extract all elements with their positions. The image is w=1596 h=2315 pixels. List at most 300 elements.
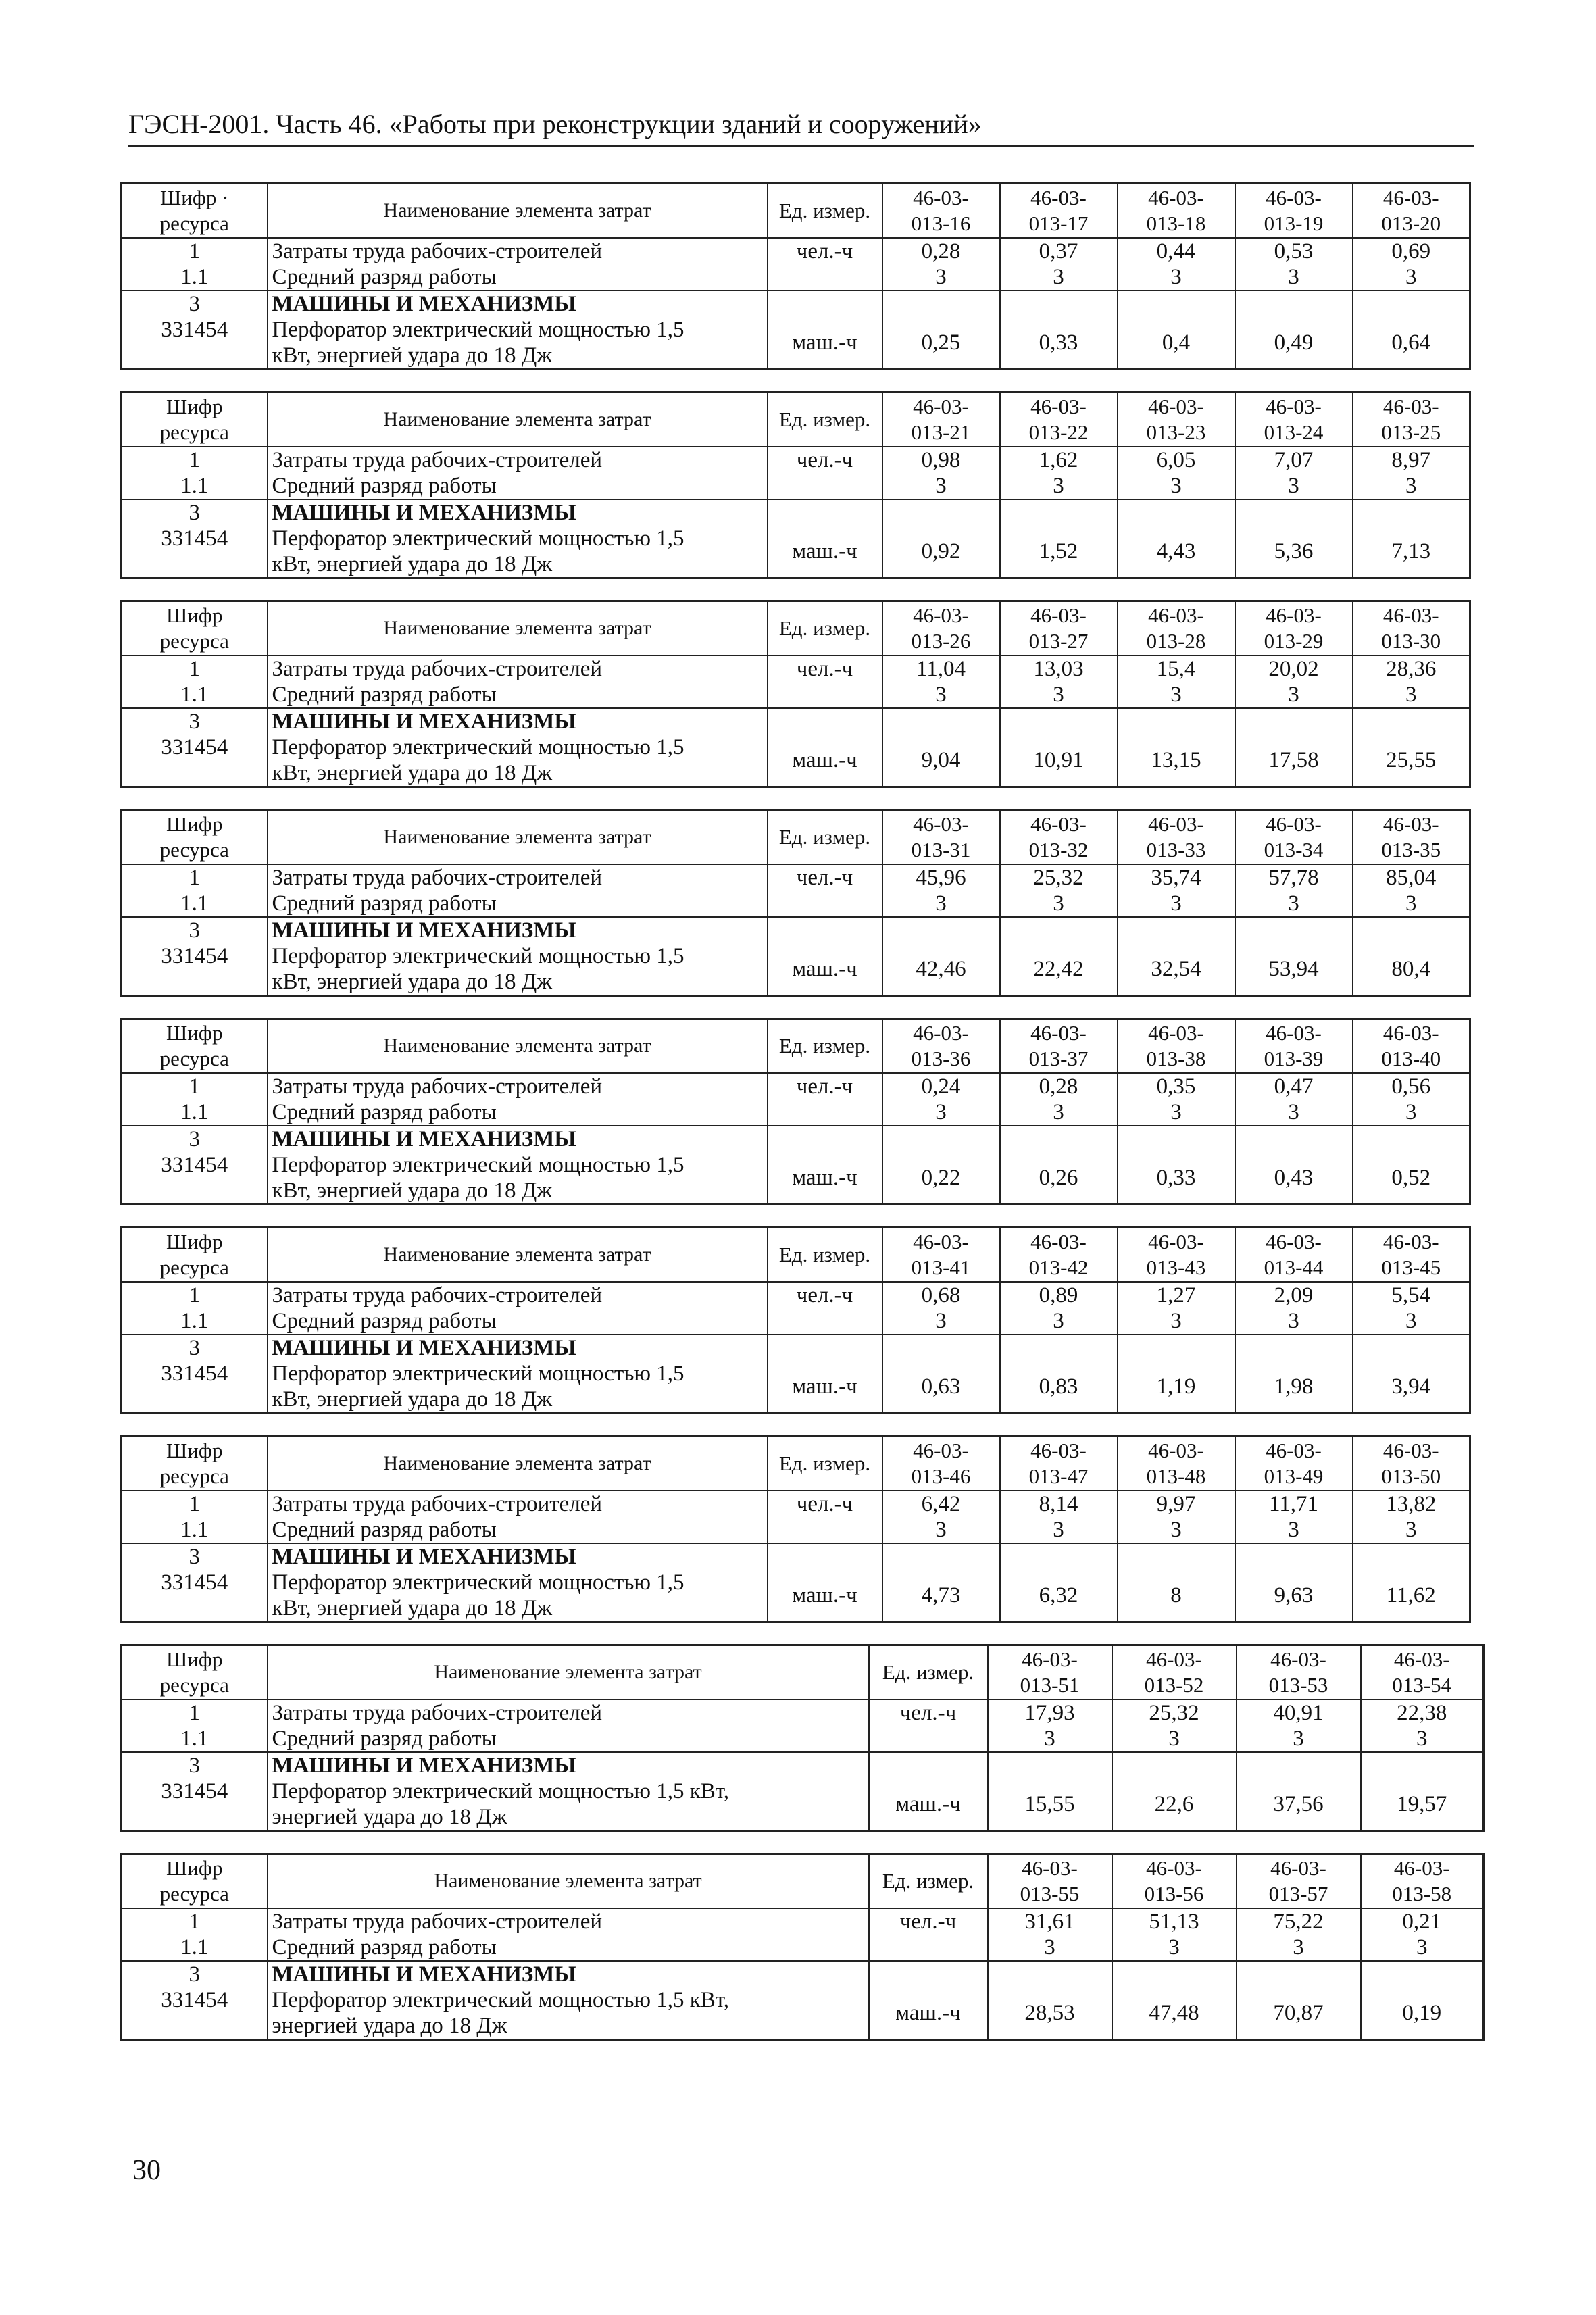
table-row — [122, 1308, 1470, 1335]
empty-cell — [1235, 1543, 1353, 1570]
unit: маш.-ч — [768, 1570, 882, 1622]
norm-code-header — [1118, 1437, 1235, 1491]
unit: чел.-ч — [768, 1491, 882, 1517]
cell-line: 013-16 — [911, 211, 971, 235]
table-row — [122, 708, 1470, 735]
cell-line: 013-51 — [1020, 1673, 1080, 1697]
cell-line: 46-03- — [1022, 1856, 1078, 1880]
labor-value: 0,69 — [1353, 238, 1470, 264]
cell-line: 013-46 — [911, 1464, 971, 1488]
empty-cell — [1118, 917, 1235, 943]
cell-line: 013-31 — [911, 838, 971, 862]
labor-value: 25,32 — [1112, 1699, 1237, 1726]
resource-code: 1.1 — [122, 264, 268, 291]
labor-value: 0,35 — [1118, 1073, 1235, 1099]
grade-value: 3 — [1000, 891, 1118, 917]
cell-line: Перфоратор электрический мощностью 1,5 — [272, 944, 684, 968]
table-row — [122, 1152, 1470, 1205]
cell-line: кВт, энергией удара до 18 Дж — [272, 970, 553, 994]
machine-value: 17,58 — [1235, 735, 1353, 787]
cell-line: 013-21 — [911, 420, 971, 444]
table-header-row — [122, 1019, 1470, 1074]
norm-code-header — [1353, 601, 1470, 656]
cell-line: 013-43 — [1146, 1255, 1206, 1279]
norm-table — [120, 391, 1471, 579]
cell-line: 013-44 — [1264, 1255, 1324, 1279]
table-row — [122, 891, 1470, 917]
machine-value: 0,64 — [1353, 317, 1470, 370]
cost-element-name — [268, 735, 768, 787]
cost-element-name: Затраты труда рабочих-строителей — [268, 655, 768, 682]
grade-value: 3 — [1118, 682, 1235, 708]
cell-line: кВт, энергией удара до 18 Дж — [272, 1178, 553, 1203]
cost-element-name: Затраты труда рабочих-строителей — [268, 1282, 768, 1308]
cell-line: ресурса — [159, 420, 229, 444]
labor-value: 1,27 — [1118, 1282, 1235, 1308]
cell-line: 013-38 — [1146, 1047, 1206, 1070]
section-heading: МАШИНЫ И МЕХАНИЗМЫ — [268, 291, 768, 317]
norm-tables — [120, 182, 1469, 2062]
cell-line: 46-03- — [1022, 1647, 1078, 1671]
machine-value: 3,94 — [1353, 1361, 1470, 1414]
cell-line: Шифр — [166, 1856, 223, 1880]
machine-value: 7,13 — [1353, 526, 1470, 578]
table-row — [122, 1361, 1470, 1414]
resource-code: 1.1 — [122, 1308, 268, 1335]
labor-value: 28,36 — [1353, 655, 1470, 682]
machine-value: 0,63 — [882, 1361, 1000, 1414]
resource-code: 3 — [122, 1752, 268, 1778]
cell-line: 013-55 — [1020, 1882, 1080, 1906]
unit: чел.-ч — [869, 1908, 988, 1935]
resource-code: 331454 — [122, 1361, 268, 1414]
section-heading: МАШИНЫ И МЕХАНИЗМЫ — [268, 499, 768, 526]
cell-line: 46-03- — [1030, 1439, 1087, 1462]
cell-line: 013-18 — [1146, 211, 1206, 235]
cost-element-name: Средний разряд работы — [268, 1099, 768, 1126]
machine-value: 1,52 — [1000, 526, 1118, 578]
norm-code-header — [1235, 1437, 1353, 1491]
unit — [869, 1726, 988, 1752]
table-row — [122, 317, 1470, 370]
resource-code: 1 — [122, 1073, 268, 1099]
table-row — [122, 655, 1470, 682]
resource-code-header — [122, 810, 268, 865]
grade-value: 3 — [1353, 682, 1470, 708]
grade-value: 3 — [1000, 473, 1118, 499]
machine-value: 0,33 — [1118, 1152, 1235, 1205]
cell-line: 46-03- — [913, 812, 969, 836]
table-row — [122, 1961, 1484, 1987]
empty-cell — [1235, 499, 1353, 526]
table-row — [122, 1908, 1484, 1935]
resource-code-header — [122, 1019, 268, 1074]
cell-line: 46-03- — [1266, 1439, 1322, 1462]
resource-code: 331454 — [122, 526, 268, 578]
cell-line: ресурса — [159, 1255, 229, 1279]
unit — [768, 499, 882, 526]
cell-line: 46-03- — [1266, 603, 1322, 627]
cell-line: Шифр — [166, 1230, 223, 1253]
cell-line: 013-56 — [1144, 1882, 1204, 1906]
table-row — [122, 917, 1470, 943]
table-row — [122, 1517, 1470, 1543]
resource-code: 3 — [122, 917, 268, 943]
cell-line: 013-24 — [1264, 420, 1324, 444]
cost-element-name: Затраты труда рабочих-строителей — [268, 1073, 768, 1099]
norm-code-header — [882, 601, 1000, 656]
empty-cell — [1000, 1543, 1118, 1570]
resource-code: 3 — [122, 1335, 268, 1361]
labor-value: 0,28 — [1000, 1073, 1118, 1099]
cell-line: 013-25 — [1381, 420, 1441, 444]
norm-code-header — [988, 1645, 1112, 1700]
cell-line: 46-03- — [1030, 395, 1087, 418]
cell-line: 46-03- — [1382, 1439, 1439, 1462]
cell-line: 013-45 — [1381, 1255, 1441, 1279]
empty-cell — [1237, 1752, 1361, 1778]
norm-code-header — [1118, 1228, 1235, 1283]
table-header-row — [122, 810, 1470, 865]
empty-cell — [1353, 1126, 1470, 1152]
labor-value: 35,74 — [1118, 864, 1235, 891]
labor-value: 40,91 — [1237, 1699, 1361, 1726]
norm-code-header — [1237, 1854, 1361, 1909]
cell-line: кВт, энергией удара до 18 Дж — [272, 552, 553, 576]
cell-line: ресурса — [159, 838, 229, 862]
cost-element-name — [268, 526, 768, 578]
resource-code: 331454 — [122, 1152, 268, 1205]
machine-value: 0,25 — [882, 317, 1000, 370]
resource-code-header — [122, 1645, 268, 1700]
resource-code: 3 — [122, 291, 268, 317]
machine-value: 70,87 — [1237, 1987, 1361, 2040]
grade-value: 3 — [882, 1099, 1000, 1126]
cell-line: 013-27 — [1028, 629, 1089, 653]
unit-header: Ед. измер. — [869, 1645, 988, 1700]
empty-cell — [1000, 708, 1118, 735]
empty-cell — [882, 1543, 1000, 1570]
cell-line: 46-03- — [1148, 603, 1204, 627]
unit-header: Ед. измер. — [768, 810, 882, 865]
norm-code-header — [1353, 810, 1470, 865]
grade-value: 3 — [1000, 1308, 1118, 1335]
cell-line: 46-03- — [1148, 1230, 1204, 1253]
machine-value: 8 — [1118, 1570, 1235, 1622]
labor-value: 0,53 — [1235, 238, 1353, 264]
table-row — [122, 291, 1470, 317]
cost-element-name: Затраты труда рабочих-строителей — [268, 864, 768, 891]
unit — [768, 1543, 882, 1570]
unit: маш.-ч — [869, 1987, 988, 2040]
cost-element-name-header: Наименование элемента затрат — [268, 1437, 768, 1491]
resource-code: 1 — [122, 238, 268, 264]
cost-element-name-header: Наименование элемента затрат — [268, 184, 768, 239]
cell-line: 013-48 — [1146, 1464, 1206, 1488]
table-row — [122, 943, 1470, 996]
cell-line: 46-03- — [1270, 1647, 1326, 1671]
grade-value: 3 — [882, 473, 1000, 499]
machine-value: 0,92 — [882, 526, 1000, 578]
unit — [768, 1517, 882, 1543]
machine-value: 0,83 — [1000, 1361, 1118, 1414]
unit-header: Ед. измер. — [768, 601, 882, 656]
cost-element-name — [268, 1361, 768, 1414]
cell-line: 013-36 — [911, 1047, 971, 1070]
cell-line: Шифр · — [159, 186, 229, 209]
table-header-row — [122, 184, 1470, 239]
resource-code: 3 — [122, 499, 268, 526]
cost-element-name: Средний разряд работы — [268, 1726, 869, 1752]
cell-line: Шифр — [166, 395, 223, 418]
empty-cell — [1235, 708, 1353, 735]
cell-line: 46-03- — [913, 1230, 969, 1253]
labor-value: 7,07 — [1235, 447, 1353, 473]
unit — [768, 917, 882, 943]
empty-cell — [1361, 1961, 1484, 1987]
empty-cell — [1235, 1335, 1353, 1361]
cell-line: 46-03- — [913, 1021, 969, 1045]
machine-value: 47,48 — [1112, 1987, 1237, 2040]
section-heading: МАШИНЫ И МЕХАНИЗМЫ — [268, 1752, 869, 1778]
unit: маш.-ч — [768, 317, 882, 370]
unit: маш.-ч — [768, 1152, 882, 1205]
grade-value: 3 — [1118, 1099, 1235, 1126]
grade-value: 3 — [1112, 1935, 1237, 1961]
labor-value: 11,71 — [1235, 1491, 1353, 1517]
table-row — [122, 1570, 1470, 1622]
cell-line: Шифр — [166, 1439, 223, 1462]
unit: маш.-ч — [768, 1361, 882, 1414]
cell-line: 46-03- — [1382, 395, 1439, 418]
table-header-row — [122, 393, 1470, 447]
table-row — [122, 499, 1470, 526]
labor-value: 0,37 — [1000, 238, 1118, 264]
grade-value: 3 — [1237, 1935, 1361, 1961]
machine-value: 10,91 — [1000, 735, 1118, 787]
cell-line: энергией удара до 18 Дж — [272, 2014, 507, 2038]
resource-code: 331454 — [122, 735, 268, 787]
resource-code: 331454 — [122, 1987, 268, 2040]
empty-cell — [1000, 1126, 1118, 1152]
table-row — [122, 1335, 1470, 1361]
grade-value: 3 — [1000, 1099, 1118, 1126]
norm-code-header — [1361, 1854, 1484, 1909]
cell-line: Шифр — [166, 603, 223, 627]
cost-element-name: Средний разряд работы — [268, 473, 768, 499]
cell-line: Шифр — [166, 1021, 223, 1045]
labor-value: 8,14 — [1000, 1491, 1118, 1517]
cost-element-name — [268, 943, 768, 996]
unit-header: Ед. измер. — [768, 1228, 882, 1283]
grade-value: 3 — [1000, 1517, 1118, 1543]
cell-line: 013-58 — [1392, 1882, 1452, 1906]
cell-line: 013-37 — [1028, 1047, 1089, 1070]
labor-value: 31,61 — [988, 1908, 1112, 1935]
labor-value: 0,47 — [1235, 1073, 1353, 1099]
cost-element-name: Средний разряд работы — [268, 264, 768, 291]
machine-value: 0,26 — [1000, 1152, 1118, 1205]
cell-line: кВт, энергией удара до 18 Дж — [272, 1596, 553, 1620]
table-row — [122, 526, 1470, 578]
labor-value: 6,42 — [882, 1491, 1000, 1517]
resource-code-header — [122, 1854, 268, 1909]
resource-code: 3 — [122, 1961, 268, 1987]
grade-value: 3 — [1235, 1308, 1353, 1335]
grade-value: 3 — [1237, 1726, 1361, 1752]
cost-element-name-header: Наименование элемента затрат — [268, 393, 768, 447]
cell-line: 46-03- — [1382, 812, 1439, 836]
unit — [768, 682, 882, 708]
unit — [768, 1099, 882, 1126]
cell-line: ресурса — [159, 1047, 229, 1070]
machine-value: 9,63 — [1235, 1570, 1353, 1622]
machine-value: 0,19 — [1361, 1987, 1484, 2040]
labor-value: 15,4 — [1118, 655, 1235, 682]
labor-value: 20,02 — [1235, 655, 1353, 682]
norm-table — [120, 1018, 1471, 1205]
grade-value: 3 — [882, 1517, 1000, 1543]
table-row — [122, 473, 1470, 499]
labor-value: 75,22 — [1237, 1908, 1361, 1935]
cell-line: кВт, энергией удара до 18 Дж — [272, 1387, 553, 1412]
empty-cell — [1353, 291, 1470, 317]
resource-code-header — [122, 601, 268, 656]
cell-line: 46-03- — [1382, 1021, 1439, 1045]
grade-value: 3 — [1118, 264, 1235, 291]
table-row — [122, 864, 1470, 891]
cell-line: Перфоратор электрический мощностью 1,5 — [272, 1570, 684, 1595]
table-row — [122, 1935, 1484, 1961]
cost-element-name-header: Наименование элемента затрат — [268, 601, 768, 656]
unit — [869, 1961, 988, 1987]
norm-code-header — [1118, 1019, 1235, 1074]
unit — [869, 1752, 988, 1778]
cell-line: 013-53 — [1268, 1673, 1328, 1697]
cell-line: Перфоратор электрический мощностью 1,5 — [272, 318, 684, 342]
norm-code-header — [1237, 1645, 1361, 1700]
resource-code-header — [122, 1228, 268, 1283]
resource-code: 1 — [122, 1699, 268, 1726]
resource-code: 3 — [122, 1543, 268, 1570]
empty-cell — [1112, 1961, 1237, 1987]
unit: маш.-ч — [768, 943, 882, 996]
resource-code: 1 — [122, 655, 268, 682]
norm-code-header — [1000, 810, 1118, 865]
grade-value: 3 — [1000, 264, 1118, 291]
norm-code-header — [1000, 1019, 1118, 1074]
labor-value: 45,96 — [882, 864, 1000, 891]
table-header-row — [122, 1228, 1470, 1283]
cell-line: 013-49 — [1264, 1464, 1324, 1488]
table-row — [122, 1282, 1470, 1308]
norm-code-header — [882, 393, 1000, 447]
unit: чел.-ч — [768, 864, 882, 891]
labor-value: 0,98 — [882, 447, 1000, 473]
grade-value: 3 — [1235, 891, 1353, 917]
machine-value: 11,62 — [1353, 1570, 1470, 1622]
empty-cell — [988, 1961, 1112, 1987]
cell-line: 46-03- — [1393, 1856, 1450, 1880]
cost-element-name — [268, 1152, 768, 1205]
grade-value: 3 — [1353, 1308, 1470, 1335]
cost-element-name: Затраты труда рабочих-строителей — [268, 1908, 869, 1935]
table-row — [122, 735, 1470, 787]
norm-table — [120, 600, 1471, 788]
cell-line: Перфоратор электрический мощностью 1,5 — [272, 1362, 684, 1386]
unit: чел.-ч — [768, 238, 882, 264]
grade-value: 3 — [1235, 1099, 1353, 1126]
resource-code: 1.1 — [122, 891, 268, 917]
table-row — [122, 1752, 1484, 1778]
cell-line: 013-19 — [1264, 211, 1324, 235]
cell-line: 013-26 — [911, 629, 971, 653]
cell-line: 46-03- — [1266, 395, 1322, 418]
page-title: ГЭСН-2001. Часть 46. «Работы при реконструкции зданий и сооружений» — [128, 109, 982, 139]
labor-value: 2,09 — [1235, 1282, 1353, 1308]
resource-code: 3 — [122, 708, 268, 735]
machine-value: 22,42 — [1000, 943, 1118, 996]
norm-table — [120, 1644, 1485, 1832]
resource-code: 1 — [122, 1491, 268, 1517]
machine-value: 0,43 — [1235, 1152, 1353, 1205]
section-heading: МАШИНЫ И МЕХАНИЗМЫ — [268, 1961, 869, 1987]
norm-table — [120, 182, 1471, 370]
section-heading: МАШИНЫ И МЕХАНИЗМЫ — [268, 708, 768, 735]
machine-value: 32,54 — [1118, 943, 1235, 996]
cell-line: 013-39 — [1264, 1047, 1324, 1070]
grade-value: 3 — [1353, 473, 1470, 499]
empty-cell — [1000, 499, 1118, 526]
table-row — [122, 1126, 1470, 1152]
cell-line: 013-52 — [1144, 1673, 1204, 1697]
cost-element-name: Средний разряд работы — [268, 1517, 768, 1543]
table-header-row — [122, 1854, 1484, 1909]
resource-code: 1 — [122, 447, 268, 473]
grade-value: 3 — [1361, 1935, 1484, 1961]
empty-cell — [1112, 1752, 1237, 1778]
cell-line: 013-33 — [1146, 838, 1206, 862]
cell-line: 46-03- — [1382, 603, 1439, 627]
grade-value: 3 — [1235, 264, 1353, 291]
machine-value: 1,19 — [1118, 1361, 1235, 1414]
cell-line: 013-17 — [1028, 211, 1089, 235]
labor-value: 8,97 — [1353, 447, 1470, 473]
cell-line: 46-03- — [913, 1439, 969, 1462]
empty-cell — [1118, 291, 1235, 317]
labor-value: 0,28 — [882, 238, 1000, 264]
norm-code-header — [1235, 393, 1353, 447]
resource-code: 1 — [122, 864, 268, 891]
grade-value: 3 — [1000, 682, 1118, 708]
cell-line: Шифр — [166, 1647, 223, 1671]
resource-code: 1.1 — [122, 682, 268, 708]
table-row — [122, 1699, 1484, 1726]
empty-cell — [1353, 1335, 1470, 1361]
cell-line: 013-23 — [1146, 420, 1206, 444]
grade-value: 3 — [882, 1308, 1000, 1335]
unit — [768, 473, 882, 499]
unit — [768, 1308, 882, 1335]
empty-cell — [1237, 1961, 1361, 1987]
cell-line: 46-03- — [1148, 1439, 1204, 1462]
cell-line: 013-34 — [1264, 838, 1324, 862]
norm-code-header — [1118, 184, 1235, 239]
resource-code: 331454 — [122, 943, 268, 996]
section-heading: МАШИНЫ И МЕХАНИЗМЫ — [268, 1335, 768, 1361]
labor-value: 6,05 — [1118, 447, 1235, 473]
labor-value: 25,32 — [1000, 864, 1118, 891]
